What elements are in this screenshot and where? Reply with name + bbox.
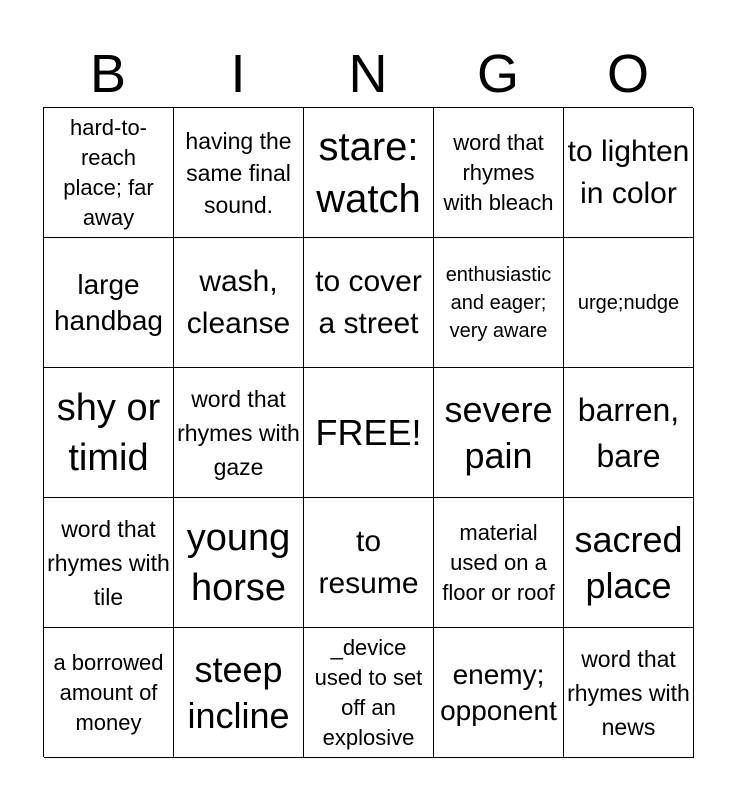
cell-text: word that rhymes with bleach [443,129,554,215]
cell-text: word that rhymes with tile [47,515,170,610]
bingo-card-grid [43,107,693,757]
cell-text: severe pain [444,388,553,476]
cell-text: urge;nudge [577,291,680,314]
header-letter-i: I [230,44,246,104]
cell-text: large handbag [53,268,163,336]
bingo-cell[interactable] [44,628,174,758]
bingo-cell[interactable] [44,498,174,628]
bingo-cell[interactable] [174,108,304,238]
bingo-cell[interactable] [434,368,564,498]
cell-text: stare: watch [316,124,421,221]
bingo-cell[interactable] [174,238,304,368]
cell-text: a borrowed amount of money [53,649,164,735]
bingo-cell[interactable] [434,238,564,368]
cell-text: shy or timid [56,386,161,479]
bingo-cell[interactable] [174,368,304,498]
header-letter-o: O [606,44,649,104]
cell-text: hard-to-reach place; far away [63,114,154,230]
cell-text: wash, cleanse [186,264,291,340]
bingo-cell[interactable] [304,498,434,628]
cell-text: enthusiastic and eager; very aware [445,263,552,342]
cell-text: FREE! [315,411,422,453]
bingo-cell[interactable] [434,498,564,628]
cell-text: sacred place [574,518,683,606]
bingo-cell[interactable] [564,238,694,368]
cell-text: word that rhymes with news [567,645,690,740]
bingo-cell[interactable] [304,368,434,498]
bingo-cell[interactable] [174,498,304,628]
bingo-cell[interactable] [174,628,304,758]
header-letter-g: G [476,44,519,104]
cell-text: having the same final sound. [185,127,292,218]
bingo-cell[interactable] [304,628,434,758]
bingo-cell[interactable] [434,108,564,238]
cell-text: _device used to set off an explosive [314,634,423,750]
cell-text: young horse [186,516,291,609]
cell-text: word that rhymes with gaze [177,385,300,480]
bingo-cell[interactable] [44,108,174,238]
bingo-cell[interactable] [564,368,694,498]
bingo-cell[interactable] [44,238,174,368]
bingo-cell[interactable] [564,108,694,238]
header-letter-b: B [89,44,127,104]
header-letter-n: N [348,44,388,104]
bingo-cell[interactable] [304,108,434,238]
bingo-cell[interactable] [434,628,564,758]
cell-text: material used on a floor or roof [442,519,555,605]
cell-text: to cover a street [315,264,422,340]
bingo-cell[interactable] [304,238,434,368]
bingo-header [43,42,693,106]
cell-text: barren, bare [577,391,680,474]
cell-text: to resume [318,524,419,600]
bingo-cell[interactable] [44,368,174,498]
bingo-cell[interactable] [564,628,694,758]
bingo-cell[interactable] [564,498,694,628]
cell-text: to lighten in color [567,134,690,210]
cell-text: enemy; opponent [440,658,557,726]
cell-text: steep incline [187,648,290,736]
